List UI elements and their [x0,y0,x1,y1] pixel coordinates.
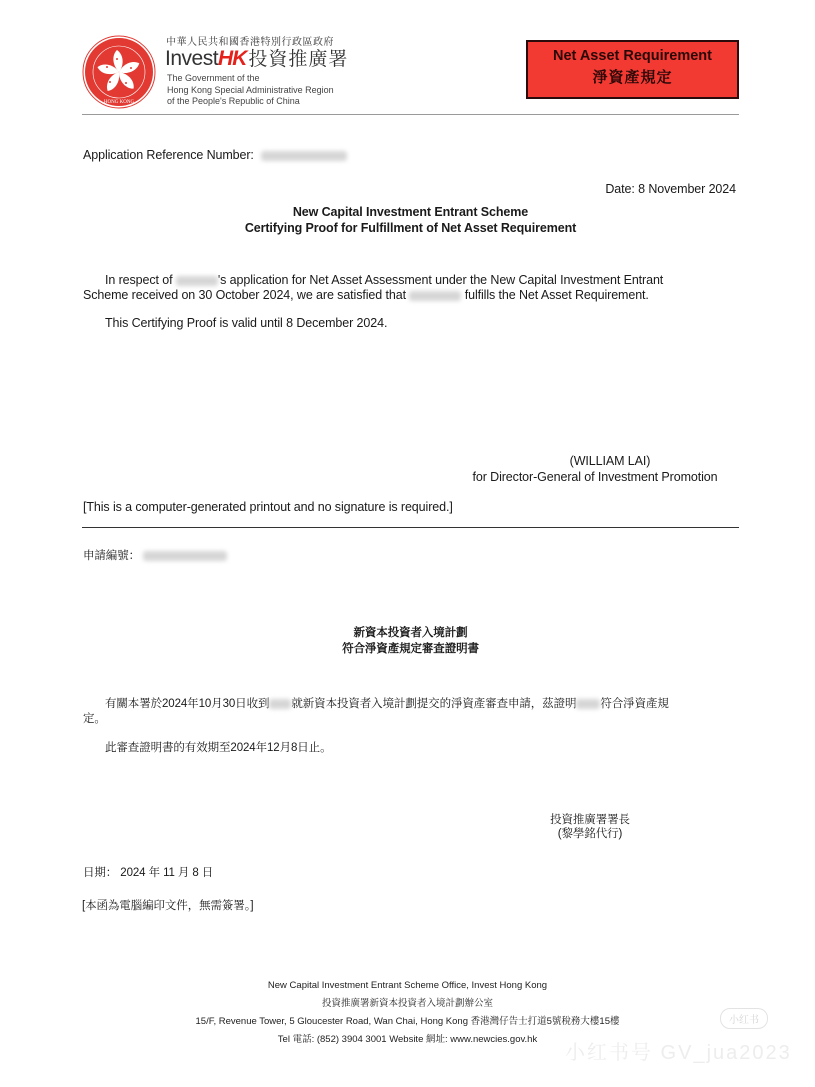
cn-signatory-title: 投資推廣署署長 [550,814,630,826]
header-divider [82,114,739,115]
english-paragraph-2: This Certifying Proof is valid until 8 December 2024. [105,316,388,330]
brand-hk: HK [218,47,247,70]
english-signature-block [450,453,740,485]
ref-value-redacted [261,151,347,161]
signatory-name: (WILLIAM LAI) [569,454,651,468]
hksar-emblem-icon [82,35,156,109]
english-date: Date: 8 November 2024 [605,182,736,196]
chinese-date: 日期： 2024 年 11 月 8 日 [83,867,214,879]
cn-applicant-redacted [269,699,291,709]
chinese-paragraph-1 [83,697,743,727]
footer-office-chinese: 投資推廣署新資本投資者入境計劃辦公室 [321,998,493,1009]
brand-chinese: 投資推廣署 [248,49,349,70]
gov-line-3: of the People's Republic of China [167,96,300,106]
cn-para1-a: 有關本署於2024年10月30日收到 [105,698,270,710]
government-english-name [167,73,334,108]
chinese-disclaimer: [本函為電腦編印文件，無需簽署。] [82,900,254,912]
footer-address: 15/F, Revenue Tower, 5 Gloucester Road, Wan Chai, Hong Kong 香港灣仔告士打道5號稅務大樓15樓 [195,1016,620,1027]
gov-line-2: Hong Kong Special Administrative Region [167,84,334,95]
chinese-application-reference [83,547,227,563]
svg-text:HONG KONG: HONG KONG [103,100,135,105]
english-title-line1: New Capital Investment Entrant Scheme [292,205,529,219]
para1-text-b: 's application for Net Asset Assessment under the New Capital Investment Entrant [217,273,664,287]
cn-para1-d: 定。 [83,713,106,725]
chinese-title [82,625,739,657]
footer-contact: Tel 電話: (852) 3904 3001 Website 網址: www.newcies.gov.hk [277,1034,538,1045]
ref-label: Application Reference Number: [83,148,254,162]
section-divider [82,527,739,528]
chinese-paragraph-2: 此審查證明書的有效期至2024年12月8日止。 [105,742,332,754]
net-asset-requirement-badge [526,40,739,99]
brand-invest: Invest [165,47,219,70]
chinese-title-line2: 符合淨資產規定審查證明書 [342,643,479,655]
badge-english: Net Asset Requirement [552,48,712,64]
chinese-title-line1: 新資本投資者入境計劃 [353,627,468,639]
signatory-title: for Director-General of Investment Promotion [472,470,718,484]
english-paragraph-1 [83,273,743,303]
english-title-line2: Certifying Proof for Fulfillment of Net Asset Requirement [244,221,577,235]
investhk-logo [165,46,348,73]
english-disclaimer: [This is a computer-generated printout and no signature is required.] [83,500,453,514]
english-title [82,204,739,236]
watermark-tag: 小红书 [720,1008,768,1029]
cn-signatory-name: (黎學銘代行) [557,828,623,840]
cn-para1-c: 符合淨資產規 [600,698,669,710]
applicant-name-redacted-2 [409,291,461,301]
watermark-text: 小红书号 GV_jua2023 [565,1042,792,1064]
government-chinese-name: 中華人民共和國香港特別行政區政府 [166,37,334,48]
cn-para1-b: 就新資本投資者入境計劃提交的淨資產審查申請，茲證明 [291,698,577,710]
gov-line-1: The Government of the [167,73,260,83]
para1-text-c: Scheme received on 30 October 2024, we are satisfied that [83,288,406,302]
para1-text-a: In respect of [105,273,173,287]
applicant-name-redacted [176,276,218,286]
chinese-ref-value-redacted [143,551,227,561]
footer-office-english: New Capital Investment Entrant Scheme Office, Invest Hong Kong [267,980,548,991]
badge-chinese: 淨資產規定 [592,69,673,86]
cn-applicant-redacted-2 [576,699,600,709]
para1-text-d: fulfills the Net Asset Requirement. [464,288,649,302]
chinese-signature-block [540,813,640,841]
chinese-ref-label: 申請編號： [83,550,140,562]
application-reference [83,148,347,162]
